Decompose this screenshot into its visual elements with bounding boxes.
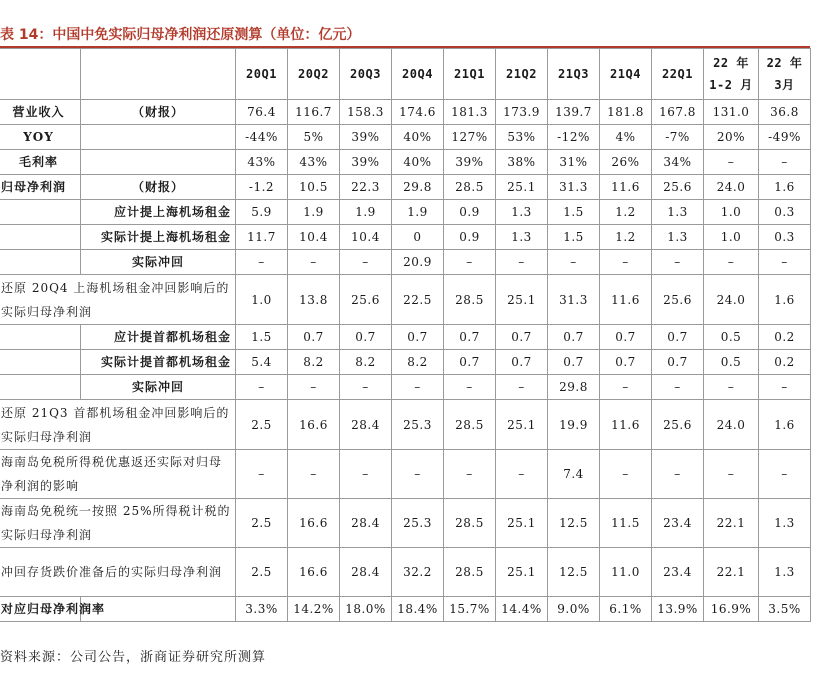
table-cell: 16.6 (288, 548, 340, 597)
table-cell: 14.2% (288, 597, 340, 622)
table-cell: – (392, 375, 444, 400)
table-cell: – (340, 250, 392, 275)
table-cell: 31.3 (548, 275, 600, 325)
column-header: 20Q2 (288, 49, 340, 100)
table-cell: – (444, 375, 496, 400)
table-cell: – (704, 250, 759, 275)
table-cell: 18.0% (340, 597, 392, 622)
table-cell: 0.3 (759, 225, 811, 250)
table-cell: 10.4 (340, 225, 392, 250)
table-cell: 3.5% (759, 597, 811, 622)
table-cell: 39% (340, 125, 392, 150)
table-cell: – (600, 450, 652, 499)
table-cell: 1.3 (652, 225, 704, 250)
table-title: 表 14：中国中免实际归母净利润还原测算（单位：亿元） (0, 27, 361, 43)
table-cell: 36.8 (759, 100, 811, 125)
table-cell: 6.1% (600, 597, 652, 622)
table-cell: 0.3 (759, 200, 811, 225)
table-cell: 2.5 (236, 548, 288, 597)
table-row (0, 225, 811, 250)
table-cell: 1.3 (496, 200, 548, 225)
table-cell: 1.3 (759, 548, 811, 597)
table-cell: 9.0% (548, 597, 600, 622)
table-row (0, 100, 811, 125)
table-cell: 24.0 (704, 400, 759, 450)
table-cell: – (548, 250, 600, 275)
table-row (0, 125, 811, 150)
table-row (0, 350, 811, 375)
row-label-blank (0, 375, 81, 400)
row-sublabel: 实际计提首都机场租金 (81, 350, 236, 375)
column-header-line: 22 年 (766, 56, 803, 70)
table-cell: – (496, 450, 548, 499)
table-cell: – (444, 450, 496, 499)
table-cell: 39% (444, 150, 496, 175)
table-row (0, 275, 811, 325)
table-cell: 29.8 (392, 175, 444, 200)
table-cell: 12.5 (548, 548, 600, 597)
table-cell: 1.3 (759, 499, 811, 548)
table-cell: – (496, 250, 548, 275)
profit-restatement-table (0, 48, 811, 622)
row-label: 海南岛免税所得税优惠返还实际对归母净利润的影响 (0, 450, 236, 499)
table-cell: – (496, 375, 548, 400)
table-cell: 14.4% (496, 597, 548, 622)
table-cell: 158.3 (340, 100, 392, 125)
table-cell: 1.6 (759, 400, 811, 450)
row-label: 营业收入 (0, 100, 81, 125)
table-cell: 1.3 (496, 225, 548, 250)
table-cell: 31% (548, 150, 600, 175)
table-cell: 1.5 (548, 200, 600, 225)
column-header: 21Q1 (444, 49, 496, 100)
table-cell: – (600, 375, 652, 400)
table-cell: 167.8 (652, 100, 704, 125)
source-note: 资料来源：公司公告，浙商证券研究所测算 (0, 650, 267, 665)
table-cell: 0.7 (340, 325, 392, 350)
table-cell: 0.9 (444, 200, 496, 225)
table-cell: 131.0 (704, 100, 759, 125)
table-cell: 0.7 (600, 325, 652, 350)
table-cell: – (704, 150, 759, 175)
table-cell: 28.5 (444, 548, 496, 597)
table-row (0, 375, 811, 400)
table-cell: 28.4 (340, 548, 392, 597)
table-cell: 25.1 (496, 400, 548, 450)
table-cell: 1.5 (236, 325, 288, 350)
table-cell: 18.4% (392, 597, 444, 622)
row-sublabel: 应计提上海机场租金 (81, 200, 236, 225)
table-cell: 5.9 (236, 200, 288, 225)
table-cell: – (652, 250, 704, 275)
table-cell: 10.4 (288, 225, 340, 250)
row-label: 对应归母净利润率 (0, 597, 81, 622)
table-cell: 25.1 (496, 175, 548, 200)
table-cell: – (652, 450, 704, 499)
table-cell: 181.8 (600, 100, 652, 125)
table-cell: 32.2 (392, 548, 444, 597)
table-cell: 43% (236, 150, 288, 175)
table-cell: 3.3% (236, 597, 288, 622)
table-cell: -12% (548, 125, 600, 150)
table-row (0, 450, 811, 499)
table-row (0, 325, 811, 350)
row-sublabel: 实际冲回 (81, 375, 236, 400)
table-cell: 25.1 (496, 499, 548, 548)
table-cell: 0.7 (496, 350, 548, 375)
row-sublabel: 应计提首都机场租金 (81, 325, 236, 350)
table-cell: 2.5 (236, 400, 288, 450)
table-cell: 34% (652, 150, 704, 175)
table-cell: – (392, 450, 444, 499)
table-cell: 25.6 (652, 400, 704, 450)
table-cell: 0 (392, 225, 444, 250)
table-cell: 26% (600, 150, 652, 175)
row-sublabel (81, 150, 236, 175)
row-sublabel (81, 125, 236, 150)
table-cell: 5.4 (236, 350, 288, 375)
row-label-blank (0, 225, 81, 250)
table-cell: 1.6 (759, 175, 811, 200)
column-header-line: 3月 (774, 78, 795, 92)
row-sublabel: （财报） (81, 175, 236, 200)
table-cell: – (759, 375, 811, 400)
row-label-blank (0, 250, 81, 275)
table-cell: 23.4 (652, 548, 704, 597)
table-cell: 25.3 (392, 400, 444, 450)
row-label: 毛利率 (0, 150, 81, 175)
row-label: YOY (0, 125, 81, 150)
table-cell: 11.0 (600, 548, 652, 597)
table-cell: 28.4 (340, 400, 392, 450)
table-cell: 16.6 (288, 499, 340, 548)
table-cell: 0.9 (444, 225, 496, 250)
table-cell: 25.6 (652, 275, 704, 325)
table-cell: 8.2 (392, 350, 444, 375)
table-cell: 11.6 (600, 400, 652, 450)
table-cell: – (340, 375, 392, 400)
row-label-blank (0, 350, 81, 375)
table-cell: – (600, 250, 652, 275)
table-cell: 181.3 (444, 100, 496, 125)
table-cell: 11.7 (236, 225, 288, 250)
table-cell: 127% (444, 125, 496, 150)
table-cell: – (704, 375, 759, 400)
table-cell: 0.7 (652, 350, 704, 375)
table-cell: 25.1 (496, 548, 548, 597)
row-label: 海南岛免税统一按照 25%所得税计税的实际归母净利润 (0, 499, 236, 548)
row-sublabel: （财报） (81, 100, 236, 125)
table-row (0, 250, 811, 275)
table-cell: 13.9% (652, 597, 704, 622)
table-cell: 1.9 (288, 200, 340, 225)
column-header: 20Q1 (236, 49, 288, 100)
table-cell: 0.2 (759, 350, 811, 375)
table-cell: 1.0 (704, 225, 759, 250)
table-cell: 28.5 (444, 499, 496, 548)
table-cell: 8.2 (340, 350, 392, 375)
table-cell: 25.6 (340, 275, 392, 325)
table-cell: 1.2 (600, 225, 652, 250)
table-cell: – (444, 250, 496, 275)
row-label: 还原 21Q3 首都机场租金冲回影响后的实际归母净利润 (0, 400, 236, 450)
table-cell: – (652, 375, 704, 400)
row-sublabel: 实际冲回 (81, 250, 236, 275)
table-cell: 40% (392, 150, 444, 175)
table-cell: 1.0 (236, 275, 288, 325)
table-cell: 22.1 (704, 499, 759, 548)
table-cell: – (236, 375, 288, 400)
table-cell: 139.7 (548, 100, 600, 125)
table-cell: 19.9 (548, 400, 600, 450)
table-cell: 13.8 (288, 275, 340, 325)
table-cell: 1.6 (759, 275, 811, 325)
table-cell: 15.7% (444, 597, 496, 622)
row-label-blank (0, 200, 81, 225)
table-cell: 25.3 (392, 499, 444, 548)
column-header: 22Q1 (652, 49, 704, 100)
table-cell: -44% (236, 125, 288, 150)
column-header: 20Q4 (392, 49, 444, 100)
table-row (0, 175, 811, 200)
table-cell: 28.5 (444, 275, 496, 325)
table-cell: 1.9 (392, 200, 444, 225)
column-header: 21Q2 (496, 49, 548, 100)
column-header: 20Q3 (340, 49, 392, 100)
table-cell: 43% (288, 150, 340, 175)
table-cell: 0.7 (600, 350, 652, 375)
table-row (0, 499, 811, 548)
header-row (0, 49, 811, 100)
header-blank-1 (0, 49, 81, 100)
table-cell: 0.5 (704, 350, 759, 375)
table-cell: 11.6 (600, 275, 652, 325)
table-cell: 11.6 (600, 175, 652, 200)
row-sublabel: 实际计提上海机场租金 (81, 225, 236, 250)
table-cell: 174.6 (392, 100, 444, 125)
table-cell: 1.9 (340, 200, 392, 225)
table-cell: 1.5 (548, 225, 600, 250)
table-cell: 23.4 (652, 499, 704, 548)
table-cell: – (340, 450, 392, 499)
table-cell: – (288, 250, 340, 275)
table-cell: 0.7 (548, 325, 600, 350)
table-cell: 39% (340, 150, 392, 175)
table-cell: 29.8 (548, 375, 600, 400)
table-cell: – (704, 450, 759, 499)
table-row (0, 400, 811, 450)
row-label: 冲回存货跌价准备后的实际归母净利润 (0, 548, 236, 597)
table-cell: 28.5 (444, 175, 496, 200)
table-cell: 2.5 (236, 499, 288, 548)
table-cell: 25.1 (496, 275, 548, 325)
table-cell: 0.7 (288, 325, 340, 350)
table-cell: 8.2 (288, 350, 340, 375)
table-cell: 11.5 (600, 499, 652, 548)
table-cell: 25.6 (652, 175, 704, 200)
table-cell: 22.5 (392, 275, 444, 325)
table-cell: – (288, 450, 340, 499)
table-cell: 16.6 (288, 400, 340, 450)
row-label-blank (0, 325, 81, 350)
table-cell: 173.9 (496, 100, 548, 125)
table-cell: 24.0 (704, 275, 759, 325)
table-cell: 22.1 (704, 548, 759, 597)
header-blank-2 (81, 49, 236, 100)
column-header-line: 1-2 月 (709, 78, 753, 92)
table-cell: 0.7 (392, 325, 444, 350)
table-cell: 16.9% (704, 597, 759, 622)
table-cell: 0.2 (759, 325, 811, 350)
table-row (0, 548, 811, 597)
table-cell: 1.3 (652, 200, 704, 225)
row-label: 归母净利润 (0, 175, 81, 200)
table-cell: 12.5 (548, 499, 600, 548)
table-cell: 116.7 (288, 100, 340, 125)
table-cell: 28.5 (444, 400, 496, 450)
table-cell: – (236, 250, 288, 275)
table-cell: 0.7 (444, 325, 496, 350)
table-cell: – (288, 375, 340, 400)
table-cell: 20.9 (392, 250, 444, 275)
table-cell: 1.0 (704, 200, 759, 225)
table-cell: 28.4 (340, 499, 392, 548)
table-cell: – (759, 450, 811, 499)
table-cell: – (759, 250, 811, 275)
column-header: 21Q3 (548, 49, 600, 100)
table-cell: 31.3 (548, 175, 600, 200)
table-cell: 0.7 (548, 350, 600, 375)
table-cell: – (236, 450, 288, 499)
table-cell: 4% (600, 125, 652, 150)
table-cell: 1.2 (600, 200, 652, 225)
table-cell: 20% (704, 125, 759, 150)
table-cell: 10.5 (288, 175, 340, 200)
table-cell: -7% (652, 125, 704, 150)
table-cell: 7.4 (548, 450, 600, 499)
table-cell: 24.0 (704, 175, 759, 200)
table-cell: 76.4 (236, 100, 288, 125)
table-cell: – (759, 150, 811, 175)
table-cell: 22.3 (340, 175, 392, 200)
column-header (759, 49, 811, 100)
table-cell: 0.7 (496, 325, 548, 350)
row-label: 还原 20Q4 上海机场租金冲回影响后的实际归母净利润 (0, 275, 236, 325)
table-row (0, 597, 811, 622)
table-cell: 0.5 (704, 325, 759, 350)
table-cell: 53% (496, 125, 548, 150)
table-cell: 0.7 (444, 350, 496, 375)
column-header-line: 22 年 (713, 56, 749, 70)
table-cell: -49% (759, 125, 811, 150)
table-cell: 40% (392, 125, 444, 150)
table-cell: 5% (288, 125, 340, 150)
table-cell: 38% (496, 150, 548, 175)
table-cell: 0.7 (652, 325, 704, 350)
column-header (704, 49, 759, 100)
column-header: 21Q4 (600, 49, 652, 100)
table-row (0, 150, 811, 175)
table-row (0, 200, 811, 225)
table-cell: -1.2 (236, 175, 288, 200)
